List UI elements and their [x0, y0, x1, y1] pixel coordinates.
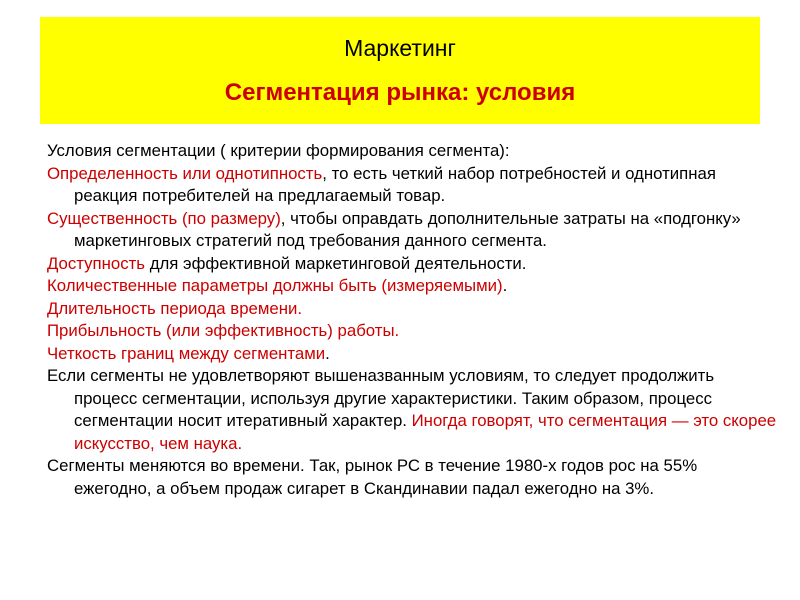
condition-term: Доступность	[47, 253, 146, 273]
condition-term: Длительность периода времени.	[47, 298, 303, 318]
condition-explanation: .	[325, 343, 330, 363]
intro-paragraph	[47, 140, 777, 163]
condition-term: Определенность или однотипность	[47, 163, 323, 183]
art-quote: Иногда говорят, что сегментация — это скорее искусство, чем наука.	[74, 411, 777, 453]
condition-explanation: , чтобы оправдать дополнительные затраты на «подгонку» маркетинговых стратегий под требования данного сегмента.	[74, 208, 741, 250]
condition-accessibility	[47, 253, 777, 276]
condition-term: Количественные параметры должны быть (измеряемыми)	[47, 276, 503, 295]
condition-explanation: для эффективной маркетинговой деятельности.	[145, 253, 527, 273]
slide-title: Сегментация рынка: условия	[224, 79, 576, 106]
condition-term: Четкость границ между сегментами	[47, 343, 326, 363]
condition-profitability	[47, 320, 777, 343]
condition-explanation: , то есть четкий набор потребностей и однотипная реакция потребителей на предлагаемый товар.	[74, 163, 716, 205]
iterative-note	[47, 365, 777, 455]
iterative-text: Если сегменты не удовлетворяют вышеназванным условиям, то следует продолжить процесс сегментации, используя другие характеристики. Таким образом, процесс сегментации носит итеративный характер.	[47, 366, 715, 430]
condition-duration	[47, 298, 777, 321]
condition-definiteness	[47, 163, 777, 208]
condition-measurability	[47, 275, 777, 298]
condition-boundaries	[47, 343, 777, 366]
intro-text: Условия сегментации ( критерии формирования сегмента):	[47, 141, 510, 160]
condition-term: Прибыльность (или эффективность) работы.	[47, 321, 400, 340]
title-banner	[40, 17, 760, 124]
slide-supertitle: Маркетинг	[344, 35, 456, 61]
time-change-text: Сегменты меняются во времени. Так, рынок РС в течение 1980-х годов рос на 55% ежегодно, а объем продаж сигарет в Скандинавии падал ежегодно на 3%.	[47, 456, 698, 498]
time-change-note	[47, 455, 777, 500]
condition-substantiality	[47, 208, 777, 253]
condition-explanation: .	[502, 276, 508, 295]
condition-term: Существенность (по размеру)	[47, 208, 281, 228]
slide-body	[47, 140, 777, 500]
